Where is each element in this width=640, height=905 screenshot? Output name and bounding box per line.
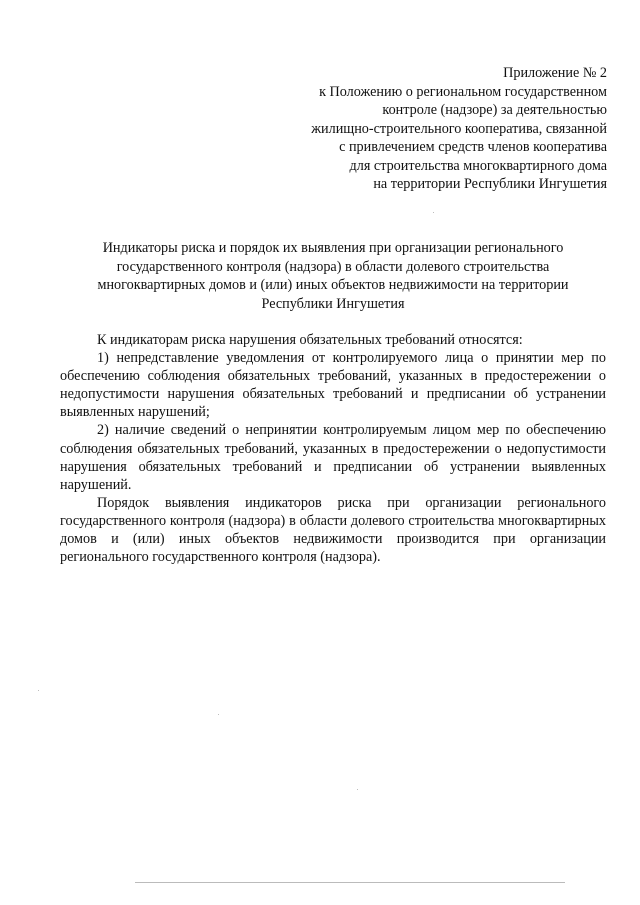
scan-speck bbox=[433, 212, 434, 213]
risk-indicator-item-1: 1) непредставление уведомления от контролируемого лица о принятии мер по обеспечению соблюдения обязательных требований, указанных в предостережении о недопустимости нарушения обязательных требований и предписании об устранении выявленных нарушений; bbox=[60, 350, 606, 421]
document-title bbox=[60, 239, 606, 313]
intro-paragraph: К индикаторам риска нарушения обязательных требований относятся: bbox=[97, 332, 523, 348]
scan-speck bbox=[218, 714, 219, 715]
appendix-reference-line: для строительства многоквартирного дома bbox=[349, 157, 607, 174]
appendix-reference-line: к Положению о региональном государственном bbox=[319, 83, 607, 100]
title-line: государственного контроля (надзора) в области долевого строительства bbox=[116, 258, 550, 275]
title-line: Республики Ингушетия bbox=[261, 295, 405, 312]
appendix-number: Приложение № 2 bbox=[503, 65, 607, 81]
risk-indicator-item-2: 2) наличие сведений о непринятии контролируемым лицом мер по обеспечению соблюдения обязательных требований, указанных в предостережении о недопустимости нарушения обязательных требований и предписании об устранении выявленных нарушений. bbox=[60, 422, 606, 493]
appendix-header bbox=[227, 64, 607, 194]
appendix-reference-line: жилищно-строительного кооператива, связанной bbox=[311, 120, 607, 137]
appendix-reference-line: с привлечением средств членов кооператива bbox=[339, 139, 607, 155]
title-line: Индикаторы риска и порядок их выявления при организации регионального bbox=[102, 240, 564, 256]
scan-speck bbox=[357, 789, 358, 790]
appendix-reference-line: на территории Республики Ингушетия bbox=[373, 176, 607, 192]
appendix-reference-line: контроле (надзоре) за деятельностью bbox=[382, 102, 607, 118]
scan-speck bbox=[38, 690, 39, 691]
title-line: многоквартирных домов и (или) иных объектов недвижимости на территории bbox=[97, 277, 569, 293]
procedure-paragraph: Порядок выявления индикаторов риска при организации регионального государственного контроля (надзора) в области долевого строительства многоквартирных домов и (или) иных объектов недвижимости производится при организации регионального государственного контроля (надзора). bbox=[60, 494, 606, 566]
scan-edge-line bbox=[135, 882, 565, 883]
document-body bbox=[60, 331, 606, 566]
